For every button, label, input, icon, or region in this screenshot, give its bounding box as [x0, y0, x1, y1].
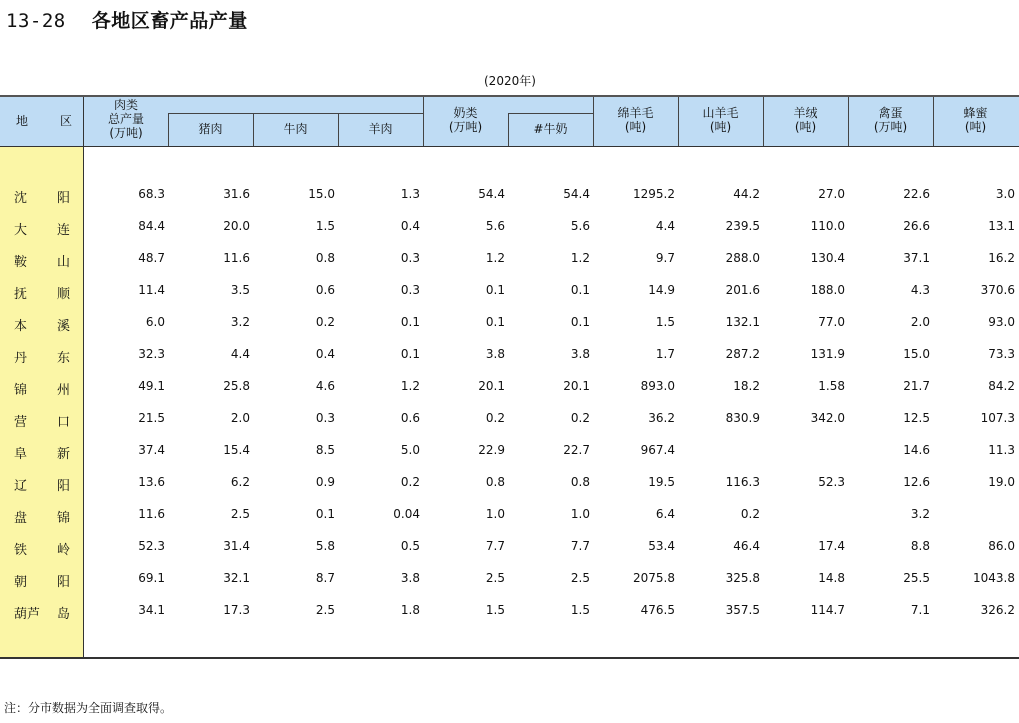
table-cell: 4.4: [230, 347, 250, 361]
row-region-part: 丹: [14, 351, 28, 366]
row-region-part: 岛: [56, 607, 70, 622]
table-cell: 25.5: [903, 571, 930, 585]
row-region-part: 州: [56, 383, 70, 398]
header-eggs-line: 禽蛋: [878, 106, 903, 120]
row-region-part: 辽: [14, 479, 28, 494]
row-region-label: [14, 603, 70, 622]
row-region-part: 山: [56, 255, 70, 270]
table-cell: 21.5: [138, 411, 165, 425]
milk-subheader-rule: [508, 113, 593, 114]
table-cell: 107.3: [980, 411, 1015, 425]
table-cell: 4.4: [655, 219, 675, 233]
table-cell: 18.2: [733, 379, 760, 393]
header-meat-line: (万吨): [109, 126, 143, 140]
row-region-part: 盘: [14, 511, 28, 526]
row-region-part: 岭: [56, 543, 70, 558]
row-region-label: [14, 347, 70, 366]
row-region-part: 口: [56, 415, 70, 430]
header-cow-milk: #牛奶: [533, 122, 568, 136]
table-cell: 0.3: [400, 283, 420, 297]
table-cell: 25.8: [223, 379, 250, 393]
table-cell: 0.1: [485, 315, 505, 329]
table-cell: 53.4: [648, 539, 675, 553]
table-cell: 370.6: [980, 283, 1015, 297]
table-cell: 31.4: [223, 539, 250, 553]
row-region-label: [14, 539, 70, 558]
table-cell: 201.6: [725, 283, 760, 297]
table-cell: 0.8: [485, 475, 505, 489]
table-cell: 0.6: [315, 283, 335, 297]
table-cell: 3.2: [230, 315, 250, 329]
header-region-char: 区: [59, 114, 72, 128]
table-cell: 132.1: [725, 315, 760, 329]
table-cell: 12.5: [903, 411, 930, 425]
table-cell: 6.4: [655, 507, 675, 521]
table-cell: 0.1: [315, 507, 335, 521]
table-cell: 2.5: [485, 571, 505, 585]
table-cell: 5.6: [485, 219, 505, 233]
header-goat-hair: [678, 106, 763, 134]
table-cell: 14.6: [903, 443, 930, 457]
table-cell: 357.5: [725, 603, 760, 617]
table-cell: 893.0: [640, 379, 675, 393]
table-cell: 8.7: [315, 571, 335, 585]
table-cell: 26.6: [903, 219, 930, 233]
row-region-part: 连: [56, 223, 70, 238]
header-goat-hair-line: (吨): [709, 120, 732, 134]
table-cell: 0.2: [315, 315, 335, 329]
table-cell: 2.0: [910, 315, 930, 329]
table-cell: 0.8: [315, 251, 335, 265]
table-cell: 77.0: [818, 315, 845, 329]
table-cell: 0.3: [400, 251, 420, 265]
table-cell: 15.4: [223, 443, 250, 457]
row-region-label: [14, 219, 70, 238]
table-cell: 1.2: [485, 251, 505, 265]
table-cell: 0.4: [315, 347, 335, 361]
table-cell: 52.3: [818, 475, 845, 489]
table-cell: 3.8: [570, 347, 590, 361]
table-title: [6, 6, 248, 33]
table-cell: 31.6: [223, 187, 250, 201]
table-cell: 14.8: [818, 571, 845, 585]
table-cell: 5.0: [400, 443, 420, 457]
table-cell: 68.3: [138, 187, 165, 201]
table-cell: 0.04: [393, 507, 420, 521]
row-region-part: 新: [56, 447, 70, 462]
row-region-part: 阳: [56, 479, 70, 494]
table-cell: 325.8: [725, 571, 760, 585]
table-cell: 54.4: [478, 187, 505, 201]
table-cell: 7.7: [570, 539, 590, 553]
table-bottom-rule: [0, 657, 1019, 659]
table-cell: 1.2: [400, 379, 420, 393]
table-cell: 116.3: [725, 475, 760, 489]
table-cell: 8.8: [910, 539, 930, 553]
table-cell: 0.2: [400, 475, 420, 489]
header-mutton: 羊肉: [368, 122, 393, 136]
table-cell: 22.9: [478, 443, 505, 457]
row-region-part: 本: [14, 319, 28, 334]
table-cell: 1.5: [655, 315, 675, 329]
table-cell: 11.6: [138, 507, 165, 521]
header-milk-line: (万吨): [448, 120, 483, 134]
table-cell: 11.6: [223, 251, 250, 265]
table-cell: 110.0: [810, 219, 845, 233]
header-pork: 猪肉: [198, 122, 223, 136]
table-cell: 19.0: [988, 475, 1015, 489]
header-milk: [423, 106, 508, 134]
stub-divider: [83, 97, 84, 658]
table-cell: 73.3: [988, 347, 1015, 361]
row-region-part: 葫芦: [14, 607, 41, 622]
year-note: (2020年): [484, 74, 536, 88]
table-cell: 287.2: [725, 347, 760, 361]
table-cell: 239.5: [725, 219, 760, 233]
table-cell: 0.2: [570, 411, 590, 425]
row-region-part: 锦: [14, 383, 28, 398]
row-region-part: 抚: [14, 287, 28, 302]
table-cell: 0.6: [400, 411, 420, 425]
table-cell: 4.3: [910, 283, 930, 297]
header-region-char: 地: [16, 114, 29, 128]
table-cell: 32.3: [138, 347, 165, 361]
row-region-part: 东: [56, 351, 70, 366]
table-cell: 44.2: [733, 187, 760, 201]
table-cell: 3.5: [230, 283, 250, 297]
table-cell: 1.2: [570, 251, 590, 265]
table-cell: 48.7: [138, 251, 165, 265]
table-cell: 20.1: [478, 379, 505, 393]
table-cell: 54.4: [563, 187, 590, 201]
table-cell: 17.3: [223, 603, 250, 617]
row-region-part: 铁: [14, 543, 28, 558]
table-cell: 21.7: [903, 379, 930, 393]
table-cell: 6.2: [230, 475, 250, 489]
table-number: 13-28: [6, 10, 66, 32]
header-meat-line: 总产量: [107, 112, 144, 126]
table-cell: 15.0: [903, 347, 930, 361]
table-cell: 1.8: [400, 603, 420, 617]
table-cell: 46.4: [733, 539, 760, 553]
table-cell: 9.7: [655, 251, 675, 265]
table-cell: 16.2: [988, 251, 1015, 265]
table-cell: 5.6: [570, 219, 590, 233]
row-region-label: [14, 379, 70, 398]
table-cell: 13.6: [138, 475, 165, 489]
table-cell: 967.4: [640, 443, 675, 457]
table-cell: 6.0: [145, 315, 165, 329]
table-cell: 2.5: [315, 603, 335, 617]
table-cell: 1.5: [315, 219, 335, 233]
table-cell: 830.9: [725, 411, 760, 425]
row-region-part: 阳: [56, 575, 70, 590]
table-cell: 2.5: [230, 507, 250, 521]
header-bottom-rule: [0, 146, 1019, 147]
table-cell: 114.7: [810, 603, 845, 617]
header-wool-line: (吨): [624, 120, 647, 134]
table-cell: 130.4: [810, 251, 845, 265]
header-cashmere: [763, 106, 848, 134]
table-cell: 36.2: [648, 411, 675, 425]
row-region-label: [14, 475, 70, 494]
table-cell: 37.1: [903, 251, 930, 265]
table-cell: 3.0: [995, 187, 1015, 201]
table-cell: 34.1: [138, 603, 165, 617]
table-cell: 1.5: [570, 603, 590, 617]
table-cell: 17.4: [818, 539, 845, 553]
table-cell: 0.1: [400, 347, 420, 361]
table-cell: 476.5: [640, 603, 675, 617]
table-cell: 2.0: [230, 411, 250, 425]
header-honey: [933, 106, 1018, 134]
header-cashmere-line: (吨): [794, 120, 817, 134]
table-cell: 288.0: [725, 251, 760, 265]
table-cell: 37.4: [138, 443, 165, 457]
table-cell: 49.1: [138, 379, 165, 393]
table-cell: 0.3: [315, 411, 335, 425]
table-cell: 19.5: [648, 475, 675, 489]
table-cell: 12.6: [903, 475, 930, 489]
header-eggs: [848, 106, 933, 134]
table-cell: 1.5: [485, 603, 505, 617]
row-region-part: 阳: [56, 191, 70, 206]
table-cell: 15.0: [308, 187, 335, 201]
footnote: 注：分市数据为全面调查取得。: [4, 701, 173, 715]
table-cell: 69.1: [138, 571, 165, 585]
table-cell: 27.0: [818, 187, 845, 201]
table-cell: 5.8: [315, 539, 335, 553]
table-cell: 0.1: [400, 315, 420, 329]
row-region-part: 营: [14, 415, 28, 430]
table-cell: 0.4: [400, 219, 420, 233]
row-region-part: 锦: [56, 511, 70, 526]
table-cell: 20.1: [563, 379, 590, 393]
table-cell: 0.1: [570, 315, 590, 329]
row-region-label: [14, 187, 70, 206]
table-cell: 86.0: [988, 539, 1015, 553]
table-cell: 0.2: [740, 507, 760, 521]
row-region-part: 朝: [14, 575, 28, 590]
row-region-label: [14, 315, 70, 334]
table-cell: 1.3: [400, 187, 420, 201]
table-cell: 2075.8: [633, 571, 675, 585]
table-cell: 11.3: [988, 443, 1015, 457]
table-cell: 1043.8: [973, 571, 1015, 585]
header-region: [16, 114, 72, 128]
table-cell: 8.5: [315, 443, 335, 457]
row-region-label: [14, 507, 70, 526]
header-cashmere-line: 羊绒: [793, 106, 818, 120]
table-cell: 0.1: [570, 283, 590, 297]
table-cell: 131.9: [810, 347, 845, 361]
row-region-part: 溪: [56, 319, 70, 334]
table-cell: 1.0: [485, 507, 505, 521]
row-region-label: [14, 411, 70, 430]
header-meat-total: [100, 98, 152, 140]
row-region-label: [14, 251, 70, 270]
table-cell: 1295.2: [633, 187, 675, 201]
table-cell: 14.9: [648, 283, 675, 297]
table-cell: 0.1: [485, 283, 505, 297]
table-cell: 1.58: [818, 379, 845, 393]
table-cell: 0.9: [315, 475, 335, 489]
table-cell: 326.2: [980, 603, 1015, 617]
table-cell: 342.0: [810, 411, 845, 425]
table-cell: 11.4: [138, 283, 165, 297]
row-region-label: [14, 283, 70, 302]
table-cell: 3.8: [485, 347, 505, 361]
header-honey-line: (吨): [964, 120, 987, 134]
table-cell: 84.2: [988, 379, 1015, 393]
table-cell: 84.4: [138, 219, 165, 233]
row-region-label: [14, 443, 70, 462]
row-region-part: 大: [14, 223, 28, 238]
table-cell: 22.7: [563, 443, 590, 457]
table-cell: 1.0: [570, 507, 590, 521]
table-cell: 32.1: [223, 571, 250, 585]
table-cell: 4.6: [315, 379, 335, 393]
table-title-text: 各地区畜产品产量: [91, 10, 248, 32]
table-cell: 52.3: [138, 539, 165, 553]
table-cell: 13.1: [988, 219, 1015, 233]
table-cell: 3.8: [400, 571, 420, 585]
table-cell: 2.5: [570, 571, 590, 585]
table-cell: 1.7: [655, 347, 675, 361]
table-cell: 3.2: [910, 507, 930, 521]
header-goat-hair-line: 山羊毛: [702, 106, 739, 120]
row-region-part: 顺: [56, 287, 70, 302]
table-cell: 0.8: [570, 475, 590, 489]
table-cell: 22.6: [903, 187, 930, 201]
header-wool: [593, 106, 678, 134]
table-cell: 7.1: [910, 603, 930, 617]
row-region-part: 阜: [14, 447, 28, 462]
row-region-part: 沈: [14, 191, 28, 206]
table-cell: 93.0: [988, 315, 1015, 329]
table-cell: 0.5: [400, 539, 420, 553]
header-milk-line: 奶类: [453, 106, 478, 120]
header-eggs-line: (万吨): [873, 120, 908, 134]
row-region-label: [14, 571, 70, 590]
header-meat-line: 肉类: [113, 98, 138, 112]
header-honey-line: 蜂蜜: [963, 106, 988, 120]
meat-subheader-rule: [168, 113, 423, 114]
table-cell: 7.7: [485, 539, 505, 553]
header-beef: 牛肉: [283, 122, 308, 136]
header-wool-line: 绵羊毛: [617, 106, 654, 120]
table-cell: 20.0: [223, 219, 250, 233]
row-region-part: 鞍: [14, 255, 28, 270]
table-cell: 188.0: [810, 283, 845, 297]
table-cell: 0.2: [485, 411, 505, 425]
